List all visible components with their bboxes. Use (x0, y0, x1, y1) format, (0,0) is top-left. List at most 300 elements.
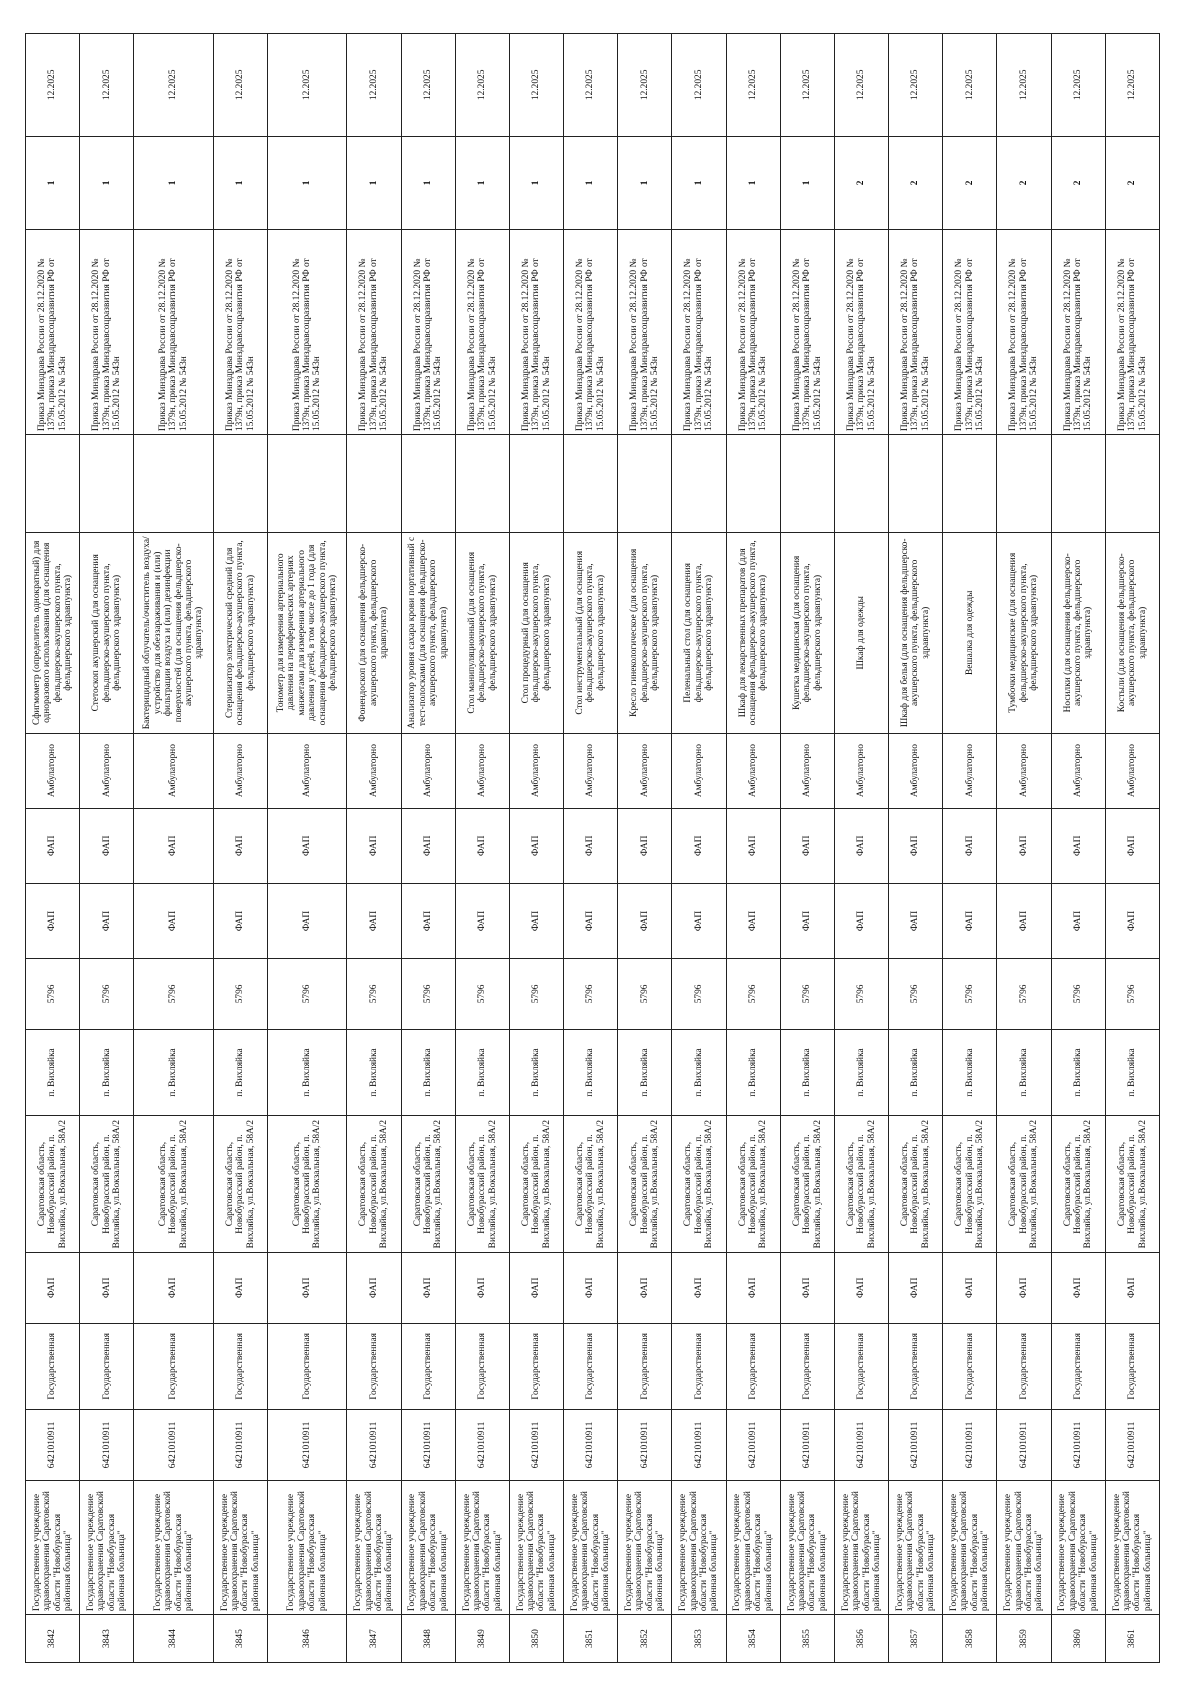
cell-type: ФАП (509, 1252, 563, 1323)
cell-population: 5796 (213, 959, 267, 1030)
cell-care: Амбулаторно (267, 733, 346, 808)
cell-address: Саратовская область, Новобурасский район, п. Вихляйка, ул.Вокзальная, 58А/2 (213, 1116, 267, 1253)
cell-no: 3854 (726, 1615, 780, 1663)
cell-org: Государственное учреждение здравоохранения Саратовской области "Новобурасская районная больница" (834, 1480, 888, 1614)
cell-type: ФАП (80, 1252, 134, 1323)
cell-norm (618, 435, 672, 533)
cell-inn: 6421010911 (672, 1410, 726, 1481)
cell-norm (997, 435, 1051, 533)
cell-ownership: Государственная (347, 1323, 401, 1410)
cell-qty: 1 (726, 136, 780, 229)
cell-basis: Приказ Минздрава России от 28.12.2020 № 1379н, приказ Минздравсоцразвития РФ от 15.05.2012 № 543н (80, 230, 134, 435)
cell-org: Государственное учреждение здравоохранения Саратовской области "Новобурасская районная больница" (267, 1480, 346, 1614)
cell-population: 5796 (943, 959, 997, 1030)
cell-care: Амбулаторно (401, 733, 455, 808)
cell-care: Амбулаторно (1105, 733, 1159, 808)
cell-type: ФАП (26, 1252, 80, 1323)
cell-address: Саратовская область, Новобурасский район, п. Вихляйка, ул.Вокзальная, 58А/2 (267, 1116, 346, 1253)
table-row (889, 34, 943, 1663)
cell-settlement: п. Вихляйка (997, 1029, 1051, 1116)
cell-no: 3846 (267, 1615, 346, 1663)
cell-equipment: Костыли (для оснащения фельдшерско-акушерского пункта, фельдшерского здравпункта) (1105, 533, 1159, 733)
cell-unit: ФАП (401, 883, 455, 958)
cell-ownership: Государственная (1105, 1323, 1159, 1410)
cell-care: Амбулаторно (726, 733, 780, 808)
cell-unit: ФАП (347, 883, 401, 958)
cell-unit: ФАП (134, 883, 213, 958)
cell-inn: 6421010911 (1105, 1410, 1159, 1481)
cell-no: 3861 (1105, 1615, 1159, 1663)
cell-unit: ФАП (1105, 883, 1159, 958)
cell-population: 5796 (1105, 959, 1159, 1030)
cell-settlement: п. Вихляйка (213, 1029, 267, 1116)
cell-address: Саратовская область, Новобурасский район, п. Вихляйка, ул.Вокзальная, 58А/2 (889, 1116, 943, 1253)
cell-no: 3844 (134, 1615, 213, 1663)
cell-qty: 1 (26, 136, 80, 229)
cell-population: 5796 (564, 959, 618, 1030)
cell-address: Саратовская область, Новобурасский район, п. Вихляйка, ул.Вокзальная, 58А/2 (26, 1116, 80, 1253)
cell-unit2: ФАП (213, 808, 267, 883)
cell-inn: 6421010911 (213, 1410, 267, 1481)
table-row (997, 34, 1051, 1663)
cell-care: Амбулаторно (564, 733, 618, 808)
cell-date: 12.2025 (997, 34, 1051, 137)
cell-care: Амбулаторно (780, 733, 834, 808)
cell-org: Государственное учреждение здравоохранения Саратовской области "Новобурасская районная больница" (726, 1480, 780, 1614)
cell-address: Саратовская область, Новобурасский район, п. Вихляйка, ул.Вокзальная, 58А/2 (726, 1116, 780, 1253)
cell-basis: Приказ Минздрава России от 28.12.2020 № 1379н, приказ Минздравсоцразвития РФ от 15.05.2012 № 543н (780, 230, 834, 435)
cell-population: 5796 (889, 959, 943, 1030)
cell-basis: Приказ Минздрава России от 28.12.2020 № 1379н, приказ Минздравсоцразвития РФ от 15.05.2012 № 543н (1051, 230, 1105, 435)
table-body (26, 34, 1160, 1663)
cell-settlement: п. Вихляйка (347, 1029, 401, 1116)
cell-care: Амбулаторно (1051, 733, 1105, 808)
cell-inn: 6421010911 (726, 1410, 780, 1481)
cell-unit2: ФАП (80, 808, 134, 883)
cell-unit: ФАП (943, 883, 997, 958)
cell-type: ФАП (134, 1252, 213, 1323)
cell-population: 5796 (267, 959, 346, 1030)
table-row (26, 34, 80, 1663)
cell-inn: 6421010911 (267, 1410, 346, 1481)
cell-no: 3851 (564, 1615, 618, 1663)
cell-settlement: п. Вихляйка (672, 1029, 726, 1116)
cell-date: 12.2025 (834, 34, 888, 137)
table-row (834, 34, 888, 1663)
cell-ownership: Государственная (401, 1323, 455, 1410)
table-row (134, 34, 213, 1663)
cell-qty: 1 (213, 136, 267, 229)
cell-settlement: п. Вихляйка (26, 1029, 80, 1116)
cell-population: 5796 (997, 959, 1051, 1030)
cell-equipment: Вешалка для одежды (943, 533, 997, 733)
cell-basis: Приказ Минздрава России от 28.12.2020 № 1379н, приказ Минздравсоцразвития РФ от 15.05.2012 № 543н (726, 230, 780, 435)
cell-date: 12.2025 (213, 34, 267, 137)
cell-basis: Приказ Минздрава России от 28.12.2020 № 1379н, приказ Минздравсоцразвития РФ от 15.05.2012 № 543н (347, 230, 401, 435)
cell-unit2: ФАП (943, 808, 997, 883)
table-row (213, 34, 267, 1663)
cell-date: 12.2025 (134, 34, 213, 137)
cell-equipment: Кушетка медицинская (для оснащения фельдшерско-акушерского пункта, фельдшерского здравпункта) (780, 533, 834, 733)
cell-address: Саратовская область, Новобурасский район, п. Вихляйка, ул.Вокзальная, 58А/2 (780, 1116, 834, 1253)
table-row (1105, 34, 1159, 1663)
cell-ownership: Государственная (213, 1323, 267, 1410)
cell-equipment: Анализатор уровня сахара крови портативный с тест-полосками (для оснащения фельдшерско-акушерского пункта, фельдшерского здравпункта) (401, 533, 455, 733)
cell-org: Государственное учреждение здравоохранения Саратовской области "Новобурасская районная больница" (1051, 1480, 1105, 1614)
cell-date: 12.2025 (564, 34, 618, 137)
cell-unit: ФАП (1051, 883, 1105, 958)
cell-equipment: Стол манипуляционный (для оснащения фельдшерско-акушерского пункта, фельдшерского здравпункта) (455, 533, 509, 733)
cell-unit2: ФАП (672, 808, 726, 883)
cell-address: Саратовская область, Новобурасский район, п. Вихляйка, ул.Вокзальная, 58А/2 (134, 1116, 213, 1253)
cell-population: 5796 (401, 959, 455, 1030)
cell-address: Саратовская область, Новобурасский район, п. Вихляйка, ул.Вокзальная, 58А/2 (564, 1116, 618, 1253)
cell-ownership: Государственная (672, 1323, 726, 1410)
cell-equipment: Тумбочки медицинские (для оснащения фельдшерско-акушерского пункта, фельдшерского здравпункта) (997, 533, 1051, 733)
cell-equipment: Сфигмометр (определитель однократный) для одноразового использования (для оснащения фельдшерско-акушерского пункта, фельдшерского здравпункта) (26, 533, 80, 733)
cell-basis: Приказ Минздрава России от 28.12.2020 № 1379н, приказ Минздравсоцразвития РФ от 15.05.2012 № 543н (134, 230, 213, 435)
cell-population: 5796 (618, 959, 672, 1030)
cell-qty: 1 (780, 136, 834, 229)
cell-settlement: п. Вихляйка (564, 1029, 618, 1116)
cell-population: 5796 (134, 959, 213, 1030)
cell-unit2: ФАП (509, 808, 563, 883)
cell-org: Государственное учреждение здравоохранения Саратовской области "Новобурасская районная больница" (26, 1480, 80, 1614)
cell-care: Амбулаторно (834, 733, 888, 808)
cell-org: Государственное учреждение здравоохранения Саратовской области "Новобурасская районная больница" (564, 1480, 618, 1614)
cell-settlement: п. Вихляйка (134, 1029, 213, 1116)
cell-unit2: ФАП (1051, 808, 1105, 883)
cell-population: 5796 (672, 959, 726, 1030)
cell-ownership: Государственная (780, 1323, 834, 1410)
cell-settlement: п. Вихляйка (455, 1029, 509, 1116)
cell-basis: Приказ Минздрава России от 28.12.2020 № 1379н, приказ Минздравсоцразвития РФ от 15.05.2012 № 543н (26, 230, 80, 435)
cell-no: 3855 (780, 1615, 834, 1663)
cell-unit: ФАП (672, 883, 726, 958)
cell-basis: Приказ Минздрава России от 28.12.2020 № 1379н, приказ Минздравсоцразвития РФ от 15.05.2012 № 543н (834, 230, 888, 435)
cell-norm (889, 435, 943, 533)
cell-norm (80, 435, 134, 533)
cell-unit2: ФАП (455, 808, 509, 883)
cell-type: ФАП (347, 1252, 401, 1323)
cell-no: 3847 (347, 1615, 401, 1663)
cell-ownership: Государственная (889, 1323, 943, 1410)
table-row (726, 34, 780, 1663)
cell-norm (455, 435, 509, 533)
cell-care: Амбулаторно (134, 733, 213, 808)
cell-no: 3849 (455, 1615, 509, 1663)
cell-care: Амбулаторно (943, 733, 997, 808)
cell-equipment: Носилки (для оснащения фельдшерско-акушерского пункта, фельдшерского здравпункта) (1051, 533, 1105, 733)
cell-qty: 2 (997, 136, 1051, 229)
cell-norm (1105, 435, 1159, 533)
table-row (347, 34, 401, 1663)
cell-unit: ФАП (267, 883, 346, 958)
cell-org: Государственное учреждение здравоохранения Саратовской области "Новобурасская районная больница" (509, 1480, 563, 1614)
cell-unit2: ФАП (564, 808, 618, 883)
cell-org: Государственное учреждение здравоохранения Саратовской области "Новобурасская районная больница" (80, 1480, 134, 1614)
cell-address: Саратовская область, Новобурасский район, п. Вихляйка, ул.Вокзальная, 58А/2 (1051, 1116, 1105, 1253)
cell-type: ФАП (834, 1252, 888, 1323)
cell-unit: ФАП (564, 883, 618, 958)
cell-no: 3845 (213, 1615, 267, 1663)
cell-date: 12.2025 (943, 34, 997, 137)
cell-no: 3860 (1051, 1615, 1105, 1663)
cell-org: Государственное учреждение здравоохранения Саратовской области "Новобурасская районная больница" (780, 1480, 834, 1614)
cell-equipment: Шкаф для лекарственных препаратов (для оснащения фельдшерско-акушерского пункта, фельдшерского здравпункта) (726, 533, 780, 733)
cell-care: Амбулаторно (997, 733, 1051, 808)
cell-equipment: Стол инструментальный (для оснащения фельдшерско-акушерского пункта, фельдшерского здравпункта) (564, 533, 618, 733)
cell-care: Амбулаторно (889, 733, 943, 808)
cell-qty: 1 (347, 136, 401, 229)
cell-qty: 2 (834, 136, 888, 229)
cell-date: 12.2025 (401, 34, 455, 137)
cell-norm (780, 435, 834, 533)
cell-qty: 1 (564, 136, 618, 229)
cell-population: 5796 (509, 959, 563, 1030)
cell-inn: 6421010911 (997, 1410, 1051, 1481)
cell-no: 3848 (401, 1615, 455, 1663)
cell-ownership: Государственная (564, 1323, 618, 1410)
cell-org: Государственное учреждение здравоохранения Саратовской области "Новобурасская районная больница" (672, 1480, 726, 1614)
cell-qty: 2 (1105, 136, 1159, 229)
cell-inn: 6421010911 (834, 1410, 888, 1481)
cell-care: Амбулаторно (80, 733, 134, 808)
cell-inn: 6421010911 (780, 1410, 834, 1481)
table-row (618, 34, 672, 1663)
cell-settlement: п. Вихляйка (401, 1029, 455, 1116)
cell-unit: ФАП (455, 883, 509, 958)
cell-norm (213, 435, 267, 533)
cell-inn: 6421010911 (26, 1410, 80, 1481)
table-row (267, 34, 346, 1663)
cell-norm (509, 435, 563, 533)
cell-population: 5796 (780, 959, 834, 1030)
cell-norm (672, 435, 726, 533)
cell-norm (1051, 435, 1105, 533)
cell-population: 5796 (1051, 959, 1105, 1030)
cell-basis: Приказ Минздрава России от 28.12.2020 № 1379н, приказ Минздравсоцразвития РФ от 15.05.2012 № 543н (455, 230, 509, 435)
cell-org: Государственное учреждение здравоохранения Саратовской области "Новобурасская районная больница" (943, 1480, 997, 1614)
cell-settlement: п. Вихляйка (834, 1029, 888, 1116)
cell-unit: ФАП (80, 883, 134, 958)
cell-date: 12.2025 (780, 34, 834, 137)
cell-unit: ФАП (834, 883, 888, 958)
cell-address: Саратовская область, Новобурасский район, п. Вихляйка, ул.Вокзальная, 58А/2 (455, 1116, 509, 1253)
cell-type: ФАП (455, 1252, 509, 1323)
cell-ownership: Государственная (997, 1323, 1051, 1410)
cell-equipment: Кресло гинекологическое (для оснащения фельдшерско-акушерского пункта, фельдшерского здравпункта) (618, 533, 672, 733)
cell-ownership: Государственная (267, 1323, 346, 1410)
cell-unit: ФАП (726, 883, 780, 958)
table-row (80, 34, 134, 1663)
cell-inn: 6421010911 (80, 1410, 134, 1481)
cell-ownership: Государственная (26, 1323, 80, 1410)
cell-no: 3853 (672, 1615, 726, 1663)
cell-type: ФАП (267, 1252, 346, 1323)
equipment-register-table (25, 33, 1160, 1663)
cell-date: 12.2025 (889, 34, 943, 137)
cell-org: Государственное учреждение здравоохранения Саратовской области "Новобурасская районная больница" (618, 1480, 672, 1614)
cell-qty: 1 (80, 136, 134, 229)
table-row (564, 34, 618, 1663)
cell-address: Саратовская область, Новобурасский район, п. Вихляйка, ул.Вокзальная, 58А/2 (347, 1116, 401, 1253)
cell-unit2: ФАП (401, 808, 455, 883)
cell-unit2: ФАП (780, 808, 834, 883)
cell-unit: ФАП (509, 883, 563, 958)
cell-address: Саратовская область, Новобурасский район, п. Вихляйка, ул.Вокзальная, 58А/2 (80, 1116, 134, 1253)
cell-ownership: Государственная (1051, 1323, 1105, 1410)
cell-date: 12.2025 (618, 34, 672, 137)
cell-type: ФАП (726, 1252, 780, 1323)
cell-address: Саратовская область, Новобурасский район, п. Вихляйка, ул.Вокзальная, 58А/2 (943, 1116, 997, 1253)
cell-ownership: Государственная (134, 1323, 213, 1410)
cell-no: 3856 (834, 1615, 888, 1663)
cell-date: 12.2025 (347, 34, 401, 137)
cell-inn: 6421010911 (401, 1410, 455, 1481)
cell-inn: 6421010911 (564, 1410, 618, 1481)
cell-care: Амбулаторно (509, 733, 563, 808)
cell-address: Саратовская область, Новобурасский район, п. Вихляйка, ул.Вокзальная, 58А/2 (997, 1116, 1051, 1253)
cell-equipment: Фонендоскоп (для оснащения фельдшерско-акушерского пункта, фельдшерского здравпункта) (347, 533, 401, 733)
cell-unit: ФАП (26, 883, 80, 958)
cell-care: Амбулаторно (26, 733, 80, 808)
cell-qty: 1 (401, 136, 455, 229)
cell-inn: 6421010911 (509, 1410, 563, 1481)
cell-norm (267, 435, 346, 533)
cell-norm (834, 435, 888, 533)
cell-basis: Приказ Минздрава России от 28.12.2020 № 1379н, приказ Минздравсоцразвития РФ от 15.05.2012 № 543н (509, 230, 563, 435)
cell-type: ФАП (1051, 1252, 1105, 1323)
cell-settlement: п. Вихляйка (726, 1029, 780, 1116)
cell-population: 5796 (455, 959, 509, 1030)
cell-no: 3859 (997, 1615, 1051, 1663)
cell-norm (401, 435, 455, 533)
cell-type: ФАП (997, 1252, 1051, 1323)
cell-norm (726, 435, 780, 533)
cell-ownership: Государственная (455, 1323, 509, 1410)
cell-norm (564, 435, 618, 533)
cell-date: 12.2025 (26, 34, 80, 137)
cell-org: Государственное учреждение здравоохранения Саратовской области "Новобурасская районная больница" (1105, 1480, 1159, 1614)
cell-settlement: п. Вихляйка (618, 1029, 672, 1116)
cell-ownership: Государственная (834, 1323, 888, 1410)
cell-inn: 6421010911 (134, 1410, 213, 1481)
cell-equipment: Шкаф для белья (для оснащения фельдшерско-акушерского пункта, фельдшерского здравпункта) (889, 533, 943, 733)
cell-unit2: ФАП (1105, 808, 1159, 883)
cell-basis: Приказ Минздрава России от 28.12.2020 № 1379н, приказ Минздравсоцразвития РФ от 15.05.2012 № 543н (889, 230, 943, 435)
cell-basis: Приказ Минздрава России от 28.12.2020 № 1379н, приказ Минздравсоцразвития РФ от 15.05.2012 № 543н (943, 230, 997, 435)
table-row (780, 34, 834, 1663)
cell-inn: 6421010911 (618, 1410, 672, 1481)
table-row (401, 34, 455, 1663)
cell-date: 12.2025 (80, 34, 134, 137)
cell-equipment: Стерилизатор электрический средний (для оснащения фельдшерско-акушерского пункта, фельдшерского здравпункта) (213, 533, 267, 733)
cell-address: Саратовская область, Новобурасский район, п. Вихляйка, ул.Вокзальная, 58А/2 (509, 1116, 563, 1253)
cell-ownership: Государственная (943, 1323, 997, 1410)
cell-qty: 1 (509, 136, 563, 229)
cell-unit: ФАП (889, 883, 943, 958)
cell-type: ФАП (943, 1252, 997, 1323)
cell-unit2: ФАП (618, 808, 672, 883)
cell-unit: ФАП (618, 883, 672, 958)
cell-equipment: Тонометр для измерения артериального давления на периферических артериях манжетами для измерения артериального давления у детей, в том числе до 1 года (для оснащения фельдшерско-акушерского пункта, фельдшерского здравпункта) (267, 533, 346, 733)
cell-settlement: п. Вихляйка (1105, 1029, 1159, 1116)
cell-ownership: Государственная (618, 1323, 672, 1410)
cell-date: 12.2025 (1105, 34, 1159, 137)
table-row (943, 34, 997, 1663)
cell-settlement: п. Вихляйка (943, 1029, 997, 1116)
cell-basis: Приказ Минздрава России от 28.12.2020 № 1379н, приказ Минздравсоцразвития РФ от 15.05.2012 № 543н (564, 230, 618, 435)
cell-org: Государственное учреждение здравоохранения Саратовской области "Новобурасская районная больница" (997, 1480, 1051, 1614)
cell-basis: Приказ Минздрава России от 28.12.2020 № 1379н, приказ Минздравсоцразвития РФ от 15.05.2012 № 543н (267, 230, 346, 435)
cell-qty: 2 (943, 136, 997, 229)
cell-settlement: п. Вихляйка (1051, 1029, 1105, 1116)
rotated-document-sheet (25, 33, 1160, 1663)
cell-qty: 2 (889, 136, 943, 229)
cell-address: Саратовская область, Новобурасский район, п. Вихляйка, ул.Вокзальная, 58А/2 (401, 1116, 455, 1253)
cell-type: ФАП (672, 1252, 726, 1323)
cell-unit: ФАП (213, 883, 267, 958)
cell-unit2: ФАП (347, 808, 401, 883)
cell-address: Саратовская область, Новобурасский район, п. Вихляйка, ул.Вокзальная, 58А/2 (618, 1116, 672, 1253)
cell-date: 12.2025 (726, 34, 780, 137)
cell-equipment: Бактерицидный облучатель/очиститель воздуха/устройство для обеззараживания и (или) фильтрации воздуха и (или) дезинфекции поверхностей (для оснащения фельдшерско-акушерского пункта, фельдшерского здравпункта) (134, 533, 213, 733)
cell-population: 5796 (726, 959, 780, 1030)
table-row (509, 34, 563, 1663)
cell-inn: 6421010911 (1051, 1410, 1105, 1481)
cell-norm (943, 435, 997, 533)
cell-inn: 6421010911 (943, 1410, 997, 1481)
cell-qty: 1 (134, 136, 213, 229)
table-row (1051, 34, 1105, 1663)
cell-no: 3852 (618, 1615, 672, 1663)
cell-org: Государственное учреждение здравоохранения Саратовской области "Новобурасская районная больница" (401, 1480, 455, 1614)
cell-address: Саратовская область, Новобурасский район, п. Вихляйка, ул.Вокзальная, 58А/2 (1105, 1116, 1159, 1253)
cell-type: ФАП (1105, 1252, 1159, 1323)
cell-qty: 1 (455, 136, 509, 229)
cell-date: 12.2025 (509, 34, 563, 137)
cell-no: 3843 (80, 1615, 134, 1663)
cell-org: Государственное учреждение здравоохранения Саратовской области "Новобурасская районная больница" (213, 1480, 267, 1614)
cell-settlement: п. Вихляйка (509, 1029, 563, 1116)
cell-care: Амбулаторно (213, 733, 267, 808)
cell-org: Государственное учреждение здравоохранения Саратовской области "Новобурасская районная больница" (455, 1480, 509, 1614)
cell-no: 3842 (26, 1615, 80, 1663)
cell-no: 3857 (889, 1615, 943, 1663)
cell-type: ФАП (564, 1252, 618, 1323)
cell-settlement: п. Вихляйка (267, 1029, 346, 1116)
cell-care: Амбулаторно (672, 733, 726, 808)
cell-equipment: Стол процедурный (для оснащения фельдшерско-акушерского пункта, фельдшерского здравпункта) (509, 533, 563, 733)
cell-norm (134, 435, 213, 533)
cell-type: ФАП (401, 1252, 455, 1323)
cell-date: 12.2025 (267, 34, 346, 137)
cell-org: Государственное учреждение здравоохранения Саратовской области "Новобурасская районная больница" (347, 1480, 401, 1614)
cell-population: 5796 (26, 959, 80, 1030)
cell-type: ФАП (889, 1252, 943, 1323)
cell-inn: 6421010911 (889, 1410, 943, 1481)
cell-date: 12.2025 (455, 34, 509, 137)
cell-population: 5796 (834, 959, 888, 1030)
cell-settlement: п. Вихляйка (780, 1029, 834, 1116)
cell-type: ФАП (618, 1252, 672, 1323)
cell-ownership: Государственная (509, 1323, 563, 1410)
cell-org: Государственное учреждение здравоохранения Саратовской области "Новобурасская районная больница" (889, 1480, 943, 1614)
cell-basis: Приказ Минздрава России от 28.12.2020 № 1379н, приказ Минздравсоцразвития РФ от 15.05.2012 № 543н (997, 230, 1051, 435)
cell-unit2: ФАП (26, 808, 80, 883)
cell-equipment: Шкаф для одежды (834, 533, 888, 733)
